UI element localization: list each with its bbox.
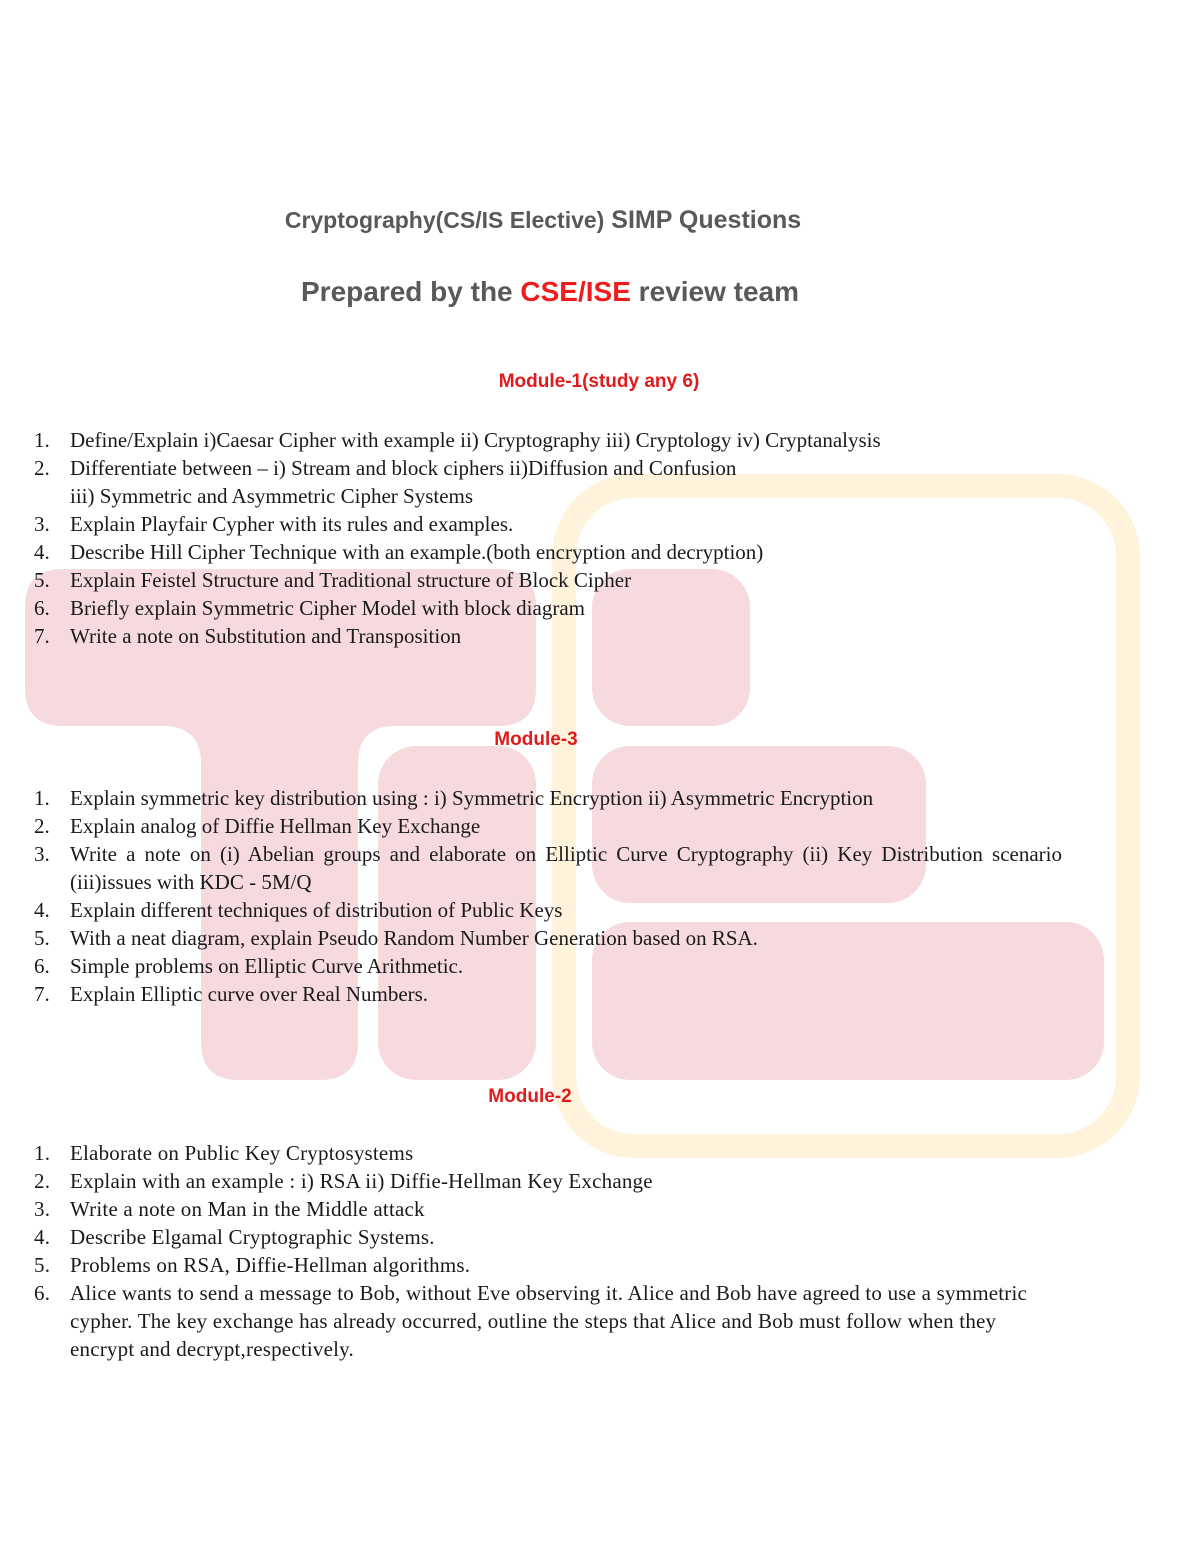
module1-question-list	[0, 426, 1062, 650]
list-item	[0, 952, 1062, 980]
item-text: Write a note on Substitution and Transposition	[70, 624, 462, 648]
list-item	[0, 538, 1062, 566]
item-text: Simple problems on Elliptic Curve Arithmetic.	[70, 954, 464, 978]
item-number: 7.	[34, 624, 50, 648]
list-item	[0, 510, 1062, 538]
item-text: Describe Elgamal Cryptographic Systems.	[70, 1225, 435, 1249]
item-text: Explain Playfair Cypher with its rules and examples.	[70, 512, 514, 536]
document-title	[0, 206, 1086, 235]
item-number: 3.	[34, 842, 50, 866]
item-text: Write a note on Man in the Middle attack	[70, 1197, 425, 1221]
item-number: 1.	[34, 428, 50, 452]
item-text: Define/Explain i)Caesar Cipher with example ii) Cryptography iii) Cryptology iv) Cryptanalysis	[70, 428, 881, 452]
list-item	[0, 426, 1062, 454]
list-item	[0, 924, 1062, 952]
item-text: Explain with an example : i) RSA ii) Diffie-Hellman Key Exchange	[70, 1169, 653, 1193]
item-text: Explain Feistel Structure and Traditional structure of Block Cipher	[70, 568, 632, 592]
item-number: 3.	[34, 512, 50, 536]
list-item	[0, 1279, 1062, 1363]
item-text: Write a note on (i) Abelian groups and elaborate on Elliptic Curve Cryptography (ii) Key Distribution scenario (iii)issues with KDC - 5M/Q	[70, 842, 1062, 894]
list-item	[0, 980, 1062, 1008]
list-item	[0, 1139, 1062, 1167]
item-number: 6.	[34, 596, 50, 620]
list-item	[0, 1251, 1062, 1279]
item-number: 2.	[34, 1169, 51, 1193]
module2-question-list	[0, 1139, 1062, 1363]
module3-question-list	[0, 784, 1062, 1008]
item-text: Alice wants to send a message to Bob, without Eve observing it. Alice and Bob have agreed to use a symmetric cypher. The key exchange has already occurred, outline the steps that Alice and Bob must follow when they encrypt and decrypt,respectively.	[70, 1281, 1028, 1361]
list-item	[0, 1223, 1062, 1251]
list-item	[0, 594, 1062, 622]
item-number: 2.	[34, 456, 50, 480]
list-item	[0, 896, 1062, 924]
item-text: Problems on RSA, Diffie-Hellman algorithms.	[70, 1253, 471, 1277]
list-item	[0, 840, 1062, 896]
title-course: Cryptography(CS/IS Elective)	[284, 207, 605, 233]
item-number: 4.	[34, 540, 50, 564]
module1-heading: Module-1(study any 6)	[498, 371, 700, 392]
item-text: With a neat diagram, explain Pseudo Random Number Generation based on RSA.	[70, 926, 758, 950]
list-item	[0, 812, 1062, 840]
list-item	[0, 1195, 1062, 1223]
module3-heading: Module-3	[494, 729, 578, 750]
item-text-continued: iii) Symmetric and Asymmetric Cipher Systems	[70, 484, 474, 508]
subtitle-suffix: review team	[630, 276, 799, 307]
title-suffix: SIMP Questions	[604, 206, 802, 234]
list-item	[0, 566, 1062, 594]
item-text: Briefly explain Symmetric Cipher Model with block diagram	[70, 596, 585, 620]
list-item	[0, 454, 1062, 510]
item-text: Explain Elliptic curve over Real Numbers.	[70, 982, 429, 1006]
list-item	[0, 622, 1062, 650]
document-subtitle	[0, 276, 1100, 308]
item-number: 2.	[34, 814, 50, 838]
item-text: Differentiate between – i) Stream and block ciphers ii)Diffusion and Confusion	[70, 456, 737, 480]
item-text: Explain symmetric key distribution using : i) Symmetric Encryption ii) Asymmetric Encryption	[70, 786, 874, 810]
item-number: 1.	[34, 786, 50, 810]
item-text: Explain analog of Diffie Hellman Key Exchange	[70, 814, 481, 838]
item-number: 6.	[34, 1281, 51, 1305]
list-item	[0, 1167, 1062, 1195]
item-number: 4.	[34, 898, 50, 922]
item-number: 1.	[34, 1141, 51, 1165]
item-text: Explain different techniques of distribution of Public Keys	[70, 898, 563, 922]
item-number: 5.	[34, 1253, 51, 1277]
module2-heading: Module-2	[488, 1086, 572, 1107]
item-number: 5.	[34, 926, 50, 950]
item-number: 7.	[34, 982, 50, 1006]
item-number: 6.	[34, 954, 50, 978]
item-number: 3.	[34, 1197, 51, 1221]
item-number: 4.	[34, 1225, 51, 1249]
list-item	[0, 784, 1062, 812]
subtitle-prefix: Prepared by the	[301, 276, 521, 307]
item-number: 5.	[34, 568, 50, 592]
item-text: Describe Hill Cipher Technique with an example.(both encryption and decryption)	[70, 540, 764, 564]
subtitle-highlight: CSE/ISE	[520, 276, 631, 307]
item-text: Elaborate on Public Key Cryptosystems	[70, 1141, 414, 1165]
